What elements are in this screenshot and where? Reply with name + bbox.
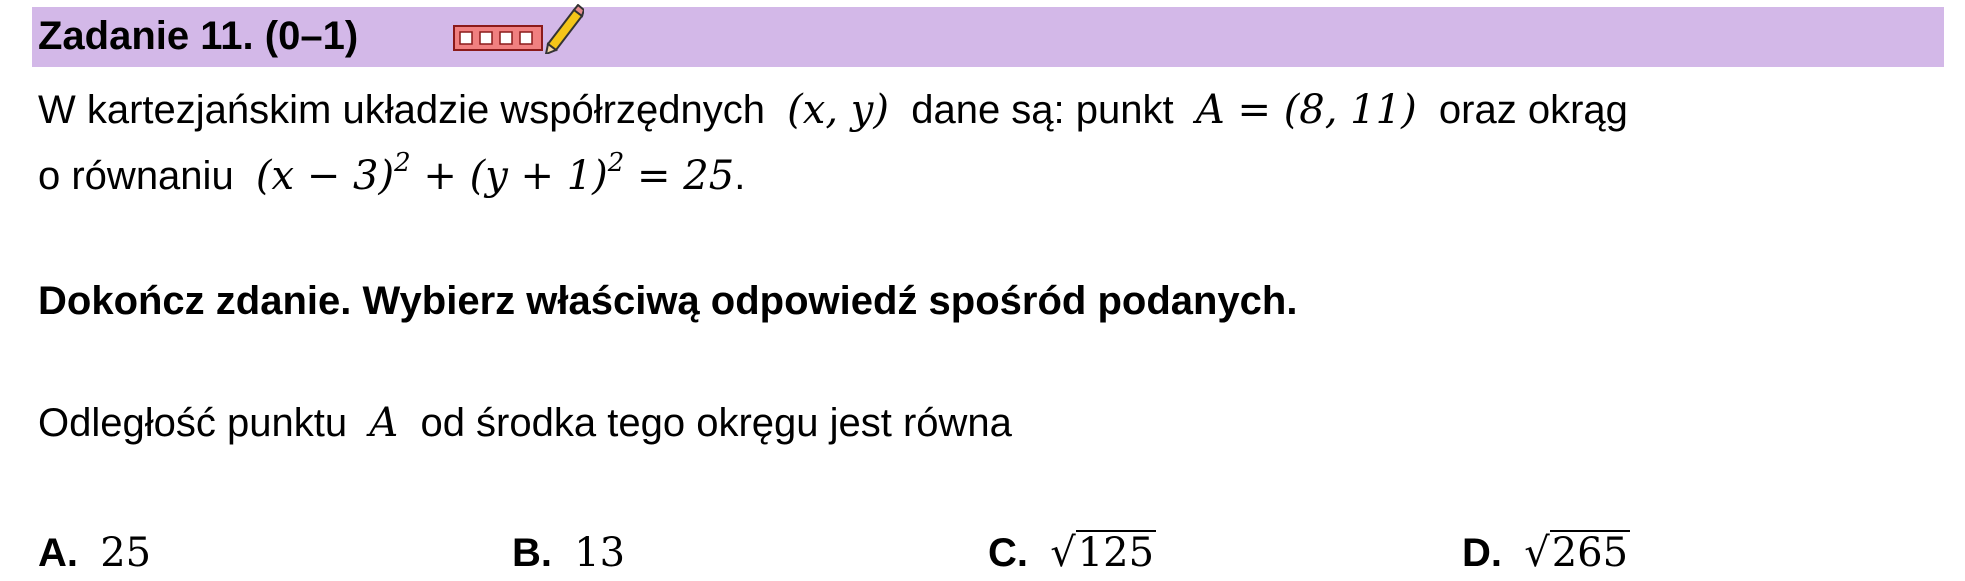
period: . [734, 154, 746, 198]
answer-value: 125 [1077, 530, 1155, 576]
question-text: Odległość punktu [38, 401, 348, 445]
radical-icon: √ [1524, 530, 1550, 576]
statement-text: o równaniu [38, 154, 234, 198]
scoring-icons [452, 4, 584, 54]
exponent: 2 [394, 148, 411, 178]
equation-part: = 25 [624, 153, 735, 199]
answer-option-b[interactable] [512, 528, 625, 578]
pencil-icon [546, 5, 584, 54]
statement-text: W kartezjańskim układzie współrzędnych [38, 88, 765, 132]
statement-line-2 [38, 148, 746, 201]
answer-letter: C. [988, 531, 1028, 575]
statement-line-1 [38, 85, 1628, 135]
sqrt-expression [1524, 528, 1630, 578]
statement-math: (x, y) [787, 87, 889, 133]
statement-text: dane są: punkt [911, 88, 1174, 132]
question-line [38, 398, 1012, 448]
answer-value: 13 [574, 530, 626, 576]
answer-value: 265 [1551, 530, 1629, 576]
instruction: Dokończ zdanie. Wybierz właściwą odpowiedź spośród podanych. [38, 279, 1298, 323]
statement-text: oraz okrąg [1438, 88, 1628, 132]
equation-part: + (y + 1) [410, 153, 608, 199]
answer-option-d[interactable] [1462, 528, 1630, 578]
answer-value: 25 [100, 530, 152, 576]
answer-option-c[interactable] [988, 528, 1156, 578]
question-math: A [369, 400, 399, 446]
radical-icon: √ [1050, 530, 1076, 576]
checkbox-row-icon [452, 4, 584, 54]
circle-equation [255, 148, 735, 199]
question-text: od środka tego okręgu jest równa [420, 401, 1012, 445]
answer-letter: D. [1462, 531, 1502, 575]
sqrt-expression [1050, 528, 1156, 578]
statement-math: A = (8, 11) [1195, 87, 1417, 133]
answer-letter: A. [38, 531, 78, 575]
task-title: Zadanie 11. (0–1) [38, 14, 359, 58]
exponent: 2 [607, 148, 625, 178]
answer-option-a[interactable] [38, 528, 151, 578]
answer-letter: B. [512, 531, 552, 575]
equation-part: (x − 3) [255, 153, 395, 199]
